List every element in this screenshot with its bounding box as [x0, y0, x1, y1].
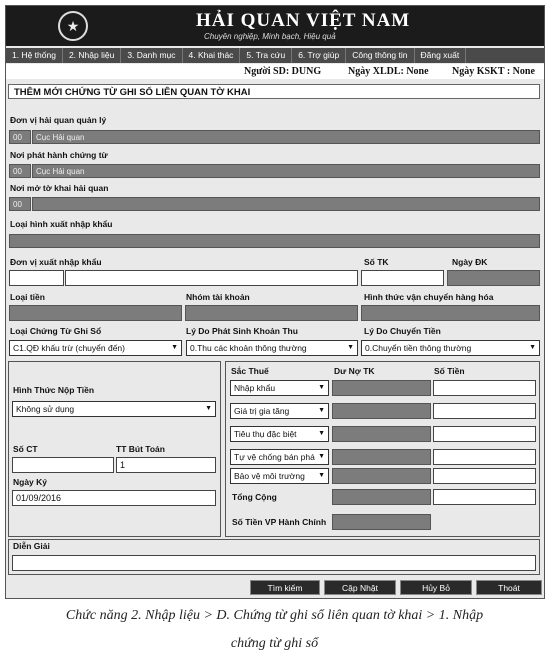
so-tk-label: Số TK [364, 257, 389, 267]
header-banner [6, 6, 544, 46]
main-menu [6, 48, 544, 63]
xldl-date: Ngày XLDL: None [348, 66, 429, 77]
ly-do-chuyen-tien-value: 0.Chuyển tiền thông thường [365, 343, 472, 353]
ngay-ky-label: Ngày Ký [13, 477, 48, 487]
figure-caption-line1: Chức năng 2. Nhập liệu > D. Chứng từ ghi sổ liên quan tờ khai > 1. Nhập [65, 608, 484, 623]
noi-mo-to-khai-code: 00 [9, 197, 31, 211]
loai-tien-label: Loại tiền [10, 292, 45, 302]
menu-item-tro-giup[interactable]: 6. Trợ giúp [292, 48, 346, 63]
tong-cong-label: Tổng Cộng [232, 492, 277, 502]
loai-hinh-xnk-label: Loại hình xuất nhập khẩu [10, 219, 113, 229]
du-no-field [332, 426, 431, 442]
hinh-thuc-nop-label: Hình Thức Nộp Tiền [13, 385, 95, 395]
tax-type-select[interactable] [230, 468, 329, 484]
chevron-down-icon: ▼ [318, 384, 325, 391]
hinh-thuc-vc-label: Hình thức vận chuyển hàng hóa [364, 292, 494, 302]
ly-do-phat-sinh-select[interactable] [186, 340, 358, 356]
du-no-field [332, 380, 431, 396]
menu-item-khai-thac[interactable]: 4. Khai thác [183, 48, 241, 63]
loai-chung-tu-select[interactable] [9, 340, 182, 356]
ly-do-chuyen-tien-select[interactable] [361, 340, 540, 356]
ngay-dk-field [447, 270, 540, 286]
so-ct-input[interactable] [12, 457, 114, 473]
nhom-tai-khoan-label: Nhóm tài khoản [186, 292, 250, 302]
ly-do-phat-sinh-value: 0.Thu các khoản thông thường [190, 343, 307, 353]
ly-do-phat-sinh-label: Lý Do Phát Sinh Khoản Thu [186, 326, 298, 336]
dien-giai-input[interactable] [12, 555, 536, 571]
don-vi-xnk-name-input[interactable] [65, 270, 358, 286]
col-so-tien-label: Số Tiền [434, 366, 465, 376]
noi-mo-to-khai-name [32, 197, 540, 211]
du-no-field [332, 403, 431, 419]
menu-item-tra-cuu[interactable]: 5. Tra cứu [240, 48, 292, 63]
exit-button[interactable]: Thoát [476, 580, 542, 595]
tong-cong-du-no [332, 489, 431, 505]
noi-phat-hanh-label: Nơi phát hành chứng từ [10, 150, 108, 160]
so-tien-vp-field [332, 514, 431, 530]
brand-slogan: Chuyên nghiệp, Minh bạch, Hiệu quả [204, 32, 336, 41]
so-tien-vp-label: Số Tiền VP Hành Chính [232, 517, 327, 527]
tax-type-value: Tự vệ chống bán phá [234, 452, 315, 462]
update-button[interactable]: Cập Nhật [324, 580, 396, 595]
chevron-down-icon: ▼ [318, 472, 325, 479]
search-button[interactable]: Tìm kiếm [250, 580, 320, 595]
tax-type-select[interactable] [230, 449, 329, 465]
don-vi-xnk-label: Đơn vị xuất nhập khẩu [10, 257, 102, 267]
don-vi-hq-code: 00 [9, 130, 31, 144]
noi-phat-hanh-code: 00 [9, 164, 31, 178]
tt-but-toan-input[interactable]: 1 [116, 457, 216, 473]
figure-caption-line2: chứng từ ghi sổ [230, 636, 319, 651]
tt-but-toan-label: TT Bút Toán [116, 444, 165, 454]
tax-type-select[interactable] [230, 380, 329, 396]
chevron-down-icon: ▼ [318, 407, 325, 414]
menu-item-nhap-lieu[interactable]: 2. Nhập liệu [63, 48, 121, 63]
noi-mo-to-khai-label: Nơi mở tờ khai hải quan [10, 183, 109, 193]
tax-type-value: Nhập khẩu [234, 383, 276, 393]
tax-type-select[interactable] [230, 403, 329, 419]
form-title: THÊM MỚI CHỨNG TỪ GHI SỔ LIÊN QUAN TỜ KHAI [8, 84, 540, 99]
loai-chung-tu-label: Loại Chứng Từ Ghi Sổ [10, 326, 102, 336]
du-no-field [332, 468, 431, 484]
so-tien-input[interactable] [433, 468, 536, 484]
ngay-ky-input[interactable]: 01/09/2016 [12, 490, 216, 506]
customs-emblem-icon: ★ [58, 11, 88, 41]
don-vi-hq-label: Đơn vị hải quan quản lý [10, 115, 107, 125]
chevron-down-icon: ▼ [318, 453, 325, 460]
so-tien-input[interactable] [433, 403, 536, 419]
so-tien-input[interactable] [433, 426, 536, 442]
tax-type-value: Giá trị gia tăng [234, 406, 290, 416]
tax-type-value: Bảo vệ môi trường [234, 471, 305, 481]
loai-hinh-xnk-field [9, 234, 540, 248]
so-ct-label: Số CT [13, 444, 38, 454]
chevron-down-icon: ▼ [529, 344, 536, 351]
nhom-tai-khoan-field [185, 305, 358, 321]
loai-chung-tu-value: C1.QĐ khấu trừ (chuyển đến) [13, 343, 125, 353]
menu-item-cong-thong-tin[interactable]: Công thông tin [346, 48, 414, 63]
tax-type-select[interactable] [230, 426, 329, 442]
so-tien-input[interactable] [433, 380, 536, 396]
menu-item-danh-muc[interactable]: 3. Danh mục [121, 48, 182, 63]
col-du-no-label: Dư Nợ TK [334, 366, 375, 376]
so-tien-input[interactable] [433, 449, 536, 465]
loai-tien-field [9, 305, 182, 321]
dien-giai-label: Diễn Giải [13, 541, 50, 551]
tax-type-value: Tiêu thụ đặc biệt [234, 429, 297, 439]
chevron-down-icon: ▼ [205, 405, 212, 412]
hinh-thuc-nop-value: Không sử dụng [16, 404, 75, 414]
hinh-thuc-nop-select[interactable] [12, 401, 216, 417]
app-window [5, 5, 545, 599]
kskt-date: Ngày KSKT : None [452, 66, 535, 77]
user-name: Người SD: DUNG [244, 66, 322, 77]
chevron-down-icon: ▼ [347, 344, 354, 351]
tong-cong-so-tien [433, 489, 536, 505]
so-tk-input[interactable] [361, 270, 444, 286]
menu-item-he-thong[interactable]: 1. Hệ thống [6, 48, 63, 63]
brand-title: HẢI QUAN VIỆT NAM [196, 10, 411, 31]
ngay-dk-label: Ngày ĐK [452, 257, 488, 267]
col-sac-thue-label: Sắc Thuế [231, 366, 269, 376]
don-vi-hq-name: Cục Hải quan [32, 130, 540, 144]
chevron-down-icon: ▼ [171, 344, 178, 351]
user-status-bar [6, 64, 544, 79]
don-vi-xnk-code-input[interactable] [9, 270, 64, 286]
ly-do-chuyen-tien-label: Lý Do Chuyển Tiền [364, 326, 441, 336]
hinh-thuc-vc-field [361, 305, 540, 321]
du-no-field [332, 449, 431, 465]
noi-phat-hanh-name: Cục Hải quan [32, 164, 540, 178]
cancel-button[interactable]: Hủy Bỏ [400, 580, 472, 595]
menu-item-dang-xuat[interactable]: Đăng xuất [415, 48, 467, 63]
chevron-down-icon: ▼ [318, 430, 325, 437]
